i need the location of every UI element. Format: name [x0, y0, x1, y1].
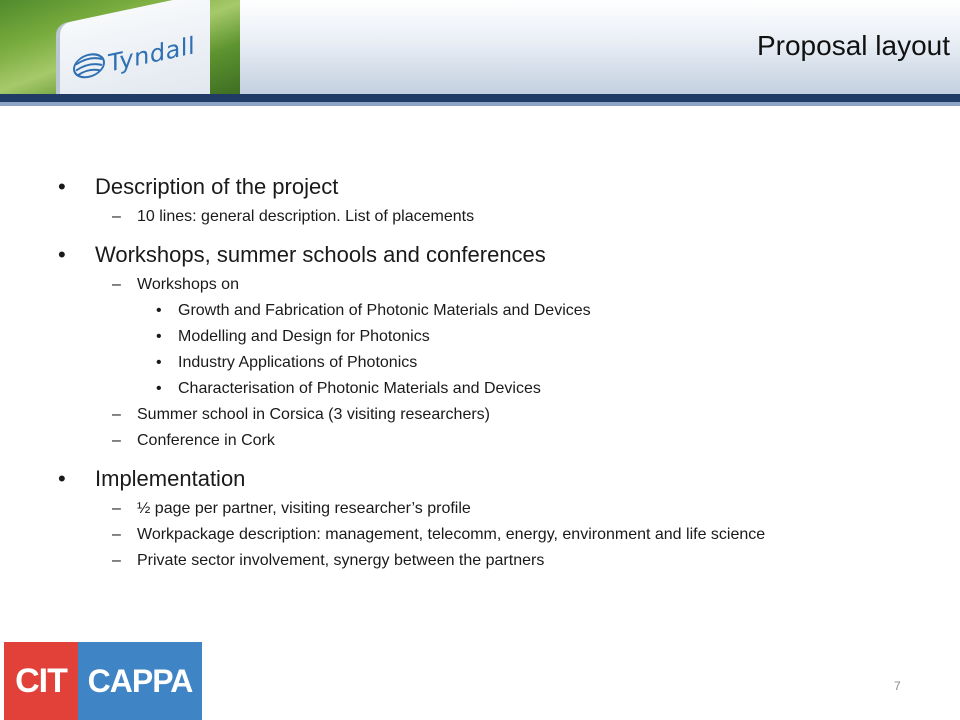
bullet-marker: – [112, 526, 121, 543]
bullet-text: Workshops, summer schools and conferences [95, 242, 546, 267]
tyndall-building-photo [0, 0, 240, 94]
bullet-marker: • [156, 380, 162, 397]
bullet-marker: • [58, 174, 66, 199]
bullet-marker: – [112, 276, 121, 293]
bullet-gap [0, 230, 960, 238]
bullet-text: Industry Applications of Photonics [178, 354, 418, 371]
bullet-text: Characterisation of Photonic Materials and Devices [178, 380, 541, 397]
bullet-gap [0, 454, 960, 462]
bullet-marker: • [156, 354, 162, 371]
bullet-text: Workshops on [137, 276, 239, 293]
slide-title: Proposal layout [756, 30, 950, 61]
bullet-level-1 [0, 170, 960, 204]
page-number: 7 [894, 679, 901, 693]
tyndall-logo-icon [72, 48, 106, 83]
tyndall-logo-text: Tyndall [108, 31, 196, 78]
bullet-text: Conference in Cork [137, 432, 275, 449]
bullet-text: Description of the project [95, 174, 339, 199]
header-divider-light [0, 102, 960, 106]
bullet-text: Implementation [95, 466, 246, 491]
bullet-text: Growth and Fabrication of Photonic Materials and Devices [178, 302, 591, 319]
bullet-text: ½ page per partner, visiting researcher’s profile [137, 500, 471, 517]
bullet-text: Private sector involvement, synergy between the partners [137, 552, 545, 569]
bullet-level-2 [0, 428, 960, 454]
bullet-text: 10 lines: general description. List of placements [137, 208, 475, 225]
bullet-marker: • [58, 242, 66, 267]
tyndall-sign [60, 0, 210, 94]
bullet-marker: • [156, 302, 162, 319]
cit-cappa-logo [4, 642, 202, 720]
bullet-marker: – [112, 500, 121, 517]
bullet-text: Workpackage description: management, telecomm, energy, environment and life science [137, 526, 766, 543]
cappa-logo-text: CAPPA [78, 642, 202, 720]
bullet-level-1 [0, 238, 960, 272]
bullet-level-3 [0, 324, 960, 350]
bullet-level-2 [0, 272, 960, 298]
bullet-level-3 [0, 376, 960, 402]
bullet-marker: – [112, 208, 121, 225]
bullet-text: Summer school in Corsica (3 visiting researchers) [137, 406, 490, 423]
bullet-level-2 [0, 522, 960, 548]
bullet-marker: – [112, 406, 121, 423]
slide-header [0, 0, 960, 94]
bullet-level-3 [0, 350, 960, 376]
bullet-marker: – [112, 432, 121, 449]
bullet-level-2 [0, 204, 960, 230]
bullet-list [0, 170, 960, 574]
bullet-marker: – [112, 552, 121, 569]
bullet-marker: • [156, 328, 162, 345]
bullet-marker: • [58, 466, 66, 491]
bullet-level-1 [0, 462, 960, 496]
bullet-level-2 [0, 402, 960, 428]
bullet-level-3 [0, 298, 960, 324]
header-divider-dark [0, 94, 960, 102]
cit-logo-text: CIT [4, 642, 78, 720]
bullet-level-2 [0, 496, 960, 522]
bullet-level-2 [0, 548, 960, 574]
bullet-text: Modelling and Design for Photonics [178, 328, 430, 345]
